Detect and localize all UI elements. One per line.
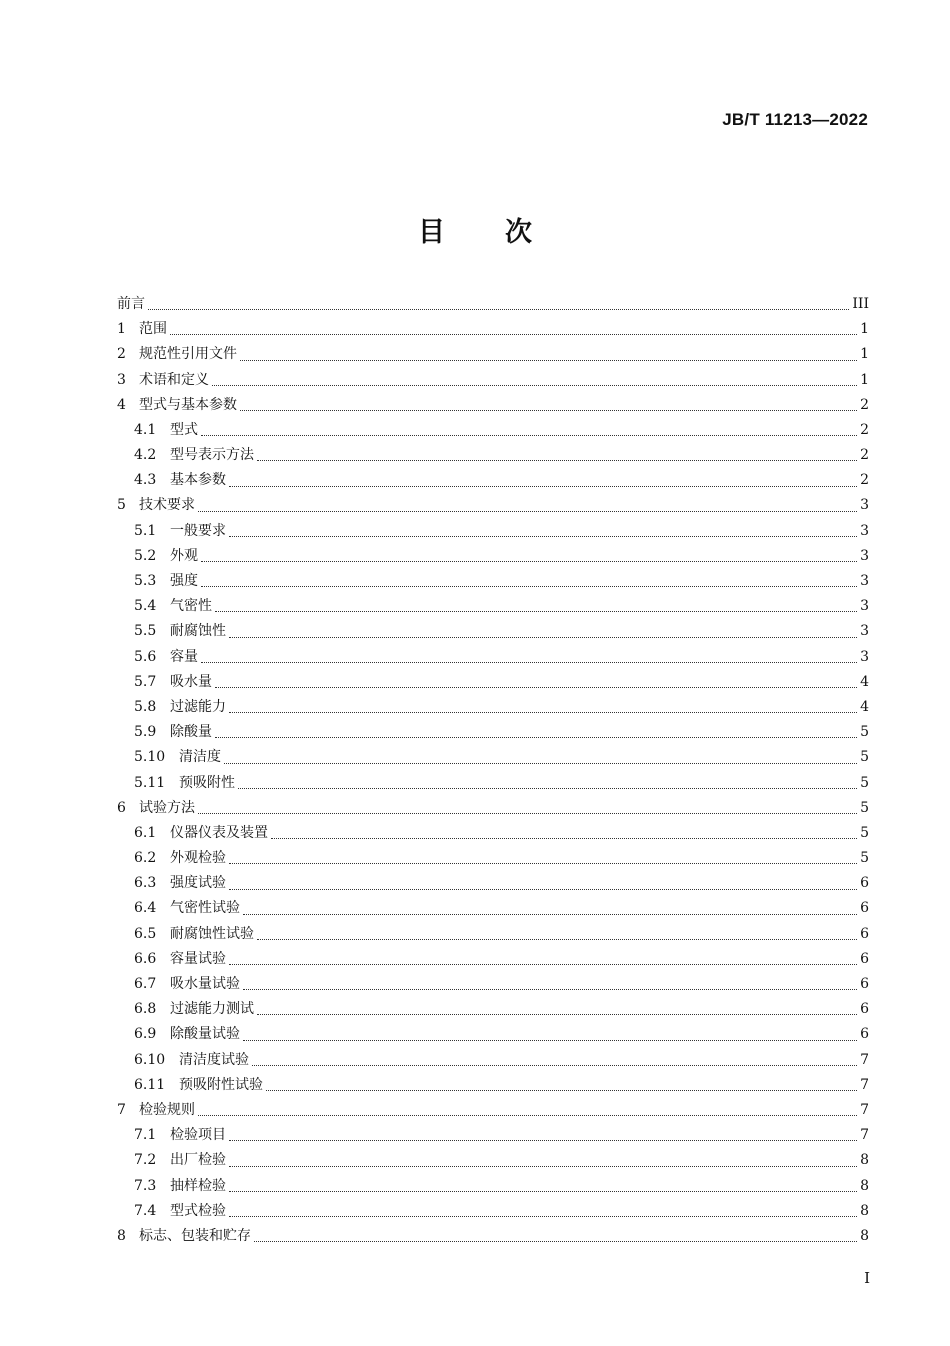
toc-entry-page: 4 bbox=[860, 673, 869, 690]
toc-leader-dots bbox=[243, 988, 857, 990]
toc-entry-number: 6.1 bbox=[134, 824, 157, 841]
toc-leader-dots bbox=[229, 535, 857, 537]
toc-entry-title: 规范性引用文件 bbox=[139, 346, 237, 363]
toc-entry-page: 5 bbox=[860, 850, 869, 867]
toc-entry-title: 出厂检验 bbox=[170, 1152, 226, 1169]
toc-entry[interactable] bbox=[117, 1123, 869, 1148]
toc-entry-page: 1 bbox=[860, 321, 869, 338]
toc-entry[interactable] bbox=[117, 1174, 869, 1199]
toc-leader-dots bbox=[229, 636, 857, 638]
toc-entry-title: 技术要求 bbox=[139, 497, 195, 514]
toc-entry-number: 4.1 bbox=[134, 421, 157, 438]
toc-entry[interactable] bbox=[117, 1048, 869, 1073]
toc-leader-dots bbox=[201, 585, 857, 587]
toc-entry-page: 6 bbox=[860, 976, 869, 993]
toc-entry-title: 过滤能力测试 bbox=[170, 1001, 254, 1018]
toc-entry-page: 7 bbox=[860, 1051, 869, 1068]
toc-entry[interactable] bbox=[117, 645, 869, 670]
toc-entry-title: 吸水量试验 bbox=[170, 976, 240, 993]
page-title-char-2: 次 bbox=[505, 217, 532, 248]
toc-entry-number: 5.2 bbox=[134, 547, 157, 564]
toc-leader-dots bbox=[240, 359, 857, 361]
toc-entry-number: 3 bbox=[117, 371, 126, 388]
toc-entry-page: 8 bbox=[860, 1152, 869, 1169]
toc-leader-dots bbox=[215, 610, 857, 612]
toc-entry[interactable] bbox=[117, 1199, 869, 1224]
toc-leader-dots bbox=[243, 1039, 857, 1041]
toc-entry-number: 5.5 bbox=[134, 623, 157, 640]
toc-leader-dots bbox=[148, 308, 849, 310]
toc-entry-page: 3 bbox=[860, 598, 869, 615]
toc-entry-page: 3 bbox=[860, 522, 869, 539]
toc-entry-title: 外观 bbox=[170, 547, 198, 564]
toc-entry-page: 6 bbox=[860, 900, 869, 917]
toc-entry[interactable] bbox=[117, 1098, 869, 1123]
toc-entry[interactable] bbox=[117, 947, 869, 972]
toc-entry-number: 5.6 bbox=[134, 648, 157, 665]
toc-entry-number: 5.7 bbox=[134, 673, 157, 690]
toc-entry-title: 范围 bbox=[139, 321, 167, 338]
toc-leader-dots bbox=[201, 661, 857, 663]
toc-entry-number: 7.2 bbox=[134, 1152, 157, 1169]
toc-entry-number: 6.9 bbox=[134, 1026, 157, 1043]
toc-leader-dots bbox=[266, 1089, 857, 1091]
toc-entry-title: 检验项目 bbox=[170, 1127, 226, 1144]
toc-entry-title: 前言 bbox=[117, 295, 145, 312]
toc-entry-title: 试验方法 bbox=[139, 799, 195, 816]
toc-leader-dots bbox=[198, 812, 857, 814]
toc-entry-title: 耐腐蚀性试验 bbox=[170, 925, 254, 942]
toc-entry-page: 7 bbox=[860, 1076, 869, 1093]
toc-entry[interactable] bbox=[117, 796, 869, 821]
toc-leader-dots bbox=[229, 1190, 857, 1192]
toc-entry[interactable] bbox=[117, 569, 869, 594]
toc-entry-page: 4 bbox=[860, 698, 869, 715]
toc-entry-title: 吸水量 bbox=[170, 673, 212, 690]
toc-entry-title: 抽样检验 bbox=[170, 1177, 226, 1194]
toc-entry-title: 气密性试验 bbox=[170, 900, 240, 917]
toc-entry-page: 2 bbox=[860, 396, 869, 413]
toc-entry[interactable] bbox=[117, 544, 869, 569]
toc-entry-number: 5.3 bbox=[134, 573, 157, 590]
toc-entry[interactable] bbox=[117, 619, 869, 644]
toc-leader-dots bbox=[229, 1139, 857, 1141]
toc-entry-number: 7.4 bbox=[134, 1202, 157, 1219]
toc-entry-number: 7 bbox=[117, 1101, 126, 1118]
toc-leader-dots bbox=[198, 510, 857, 512]
toc-entry-page: 2 bbox=[860, 472, 869, 489]
toc-entry-title: 型号表示方法 bbox=[170, 447, 254, 464]
toc-entry[interactable] bbox=[117, 897, 869, 922]
toc-entry-title: 检验规则 bbox=[139, 1101, 195, 1118]
toc-entry-number: 4.3 bbox=[134, 472, 157, 489]
toc-entry-page: 2 bbox=[860, 421, 869, 438]
toc-entry[interactable] bbox=[117, 670, 869, 695]
toc-entry[interactable] bbox=[117, 317, 869, 342]
toc-leader-dots bbox=[229, 485, 857, 487]
toc-entry[interactable] bbox=[117, 292, 869, 317]
toc-entry-number: 7.3 bbox=[134, 1177, 157, 1194]
toc-entry[interactable] bbox=[117, 922, 869, 947]
toc-leader-dots bbox=[215, 736, 857, 738]
toc-entry-number: 6.3 bbox=[134, 875, 157, 892]
toc-entry-title: 清洁度 bbox=[179, 749, 221, 766]
toc-entry-number: 4 bbox=[117, 396, 126, 413]
toc-entry-number: 7.1 bbox=[134, 1127, 157, 1144]
toc-entry-page: 8 bbox=[860, 1202, 869, 1219]
toc-entry-title: 容量试验 bbox=[170, 950, 226, 967]
toc-entry-number: 6.7 bbox=[134, 976, 157, 993]
toc-entry[interactable] bbox=[117, 695, 869, 720]
toc-entry-title: 容量 bbox=[170, 648, 198, 665]
standard-code: JB/T 11213—2022 bbox=[722, 110, 868, 129]
page-title-char-1: 目 bbox=[418, 217, 445, 248]
toc-entry-number: 6.2 bbox=[134, 850, 157, 867]
toc-entry[interactable] bbox=[117, 997, 869, 1022]
toc-entry-page: 3 bbox=[860, 648, 869, 665]
toc-entry-number: 1 bbox=[117, 321, 126, 338]
toc-entry-title: 外观检验 bbox=[170, 850, 226, 867]
toc-leader-dots bbox=[229, 862, 857, 864]
toc-entry-title: 清洁度试验 bbox=[179, 1051, 249, 1068]
toc-entry-number: 6.5 bbox=[134, 925, 157, 942]
toc-entry[interactable] bbox=[117, 1073, 869, 1098]
toc-entry-title: 气密性 bbox=[170, 598, 212, 615]
toc-entry-title: 预吸附性试验 bbox=[179, 1076, 263, 1093]
toc-entry-title: 仪器仪表及装置 bbox=[170, 824, 268, 841]
toc-entry[interactable] bbox=[117, 745, 869, 770]
toc-entry-page: 2 bbox=[860, 447, 869, 464]
toc-entry[interactable] bbox=[117, 468, 869, 493]
toc-leader-dots bbox=[229, 1165, 857, 1167]
toc-entry-page: 5 bbox=[860, 824, 869, 841]
toc-entry-number: 2 bbox=[117, 346, 126, 363]
toc-entry-number: 5.11 bbox=[134, 774, 166, 791]
toc-entry[interactable] bbox=[117, 846, 869, 871]
toc-entry-number: 6.6 bbox=[134, 950, 157, 967]
toc-entry[interactable] bbox=[117, 494, 869, 519]
toc-entry[interactable] bbox=[117, 972, 869, 997]
toc-leader-dots bbox=[198, 1114, 857, 1116]
toc-entry-page: 7 bbox=[860, 1127, 869, 1144]
toc-entry[interactable] bbox=[117, 821, 869, 846]
toc-entry-page: 5 bbox=[860, 799, 869, 816]
toc-leader-dots bbox=[212, 384, 857, 386]
toc-entry-page: 6 bbox=[860, 925, 869, 942]
toc-leader-dots bbox=[271, 837, 857, 839]
toc-leader-dots bbox=[215, 686, 857, 688]
toc-entry-page: 3 bbox=[860, 497, 869, 514]
page-title bbox=[0, 210, 950, 249]
toc-leader-dots bbox=[224, 762, 857, 764]
toc-leader-dots bbox=[254, 1240, 857, 1242]
toc-entry-number: 8 bbox=[117, 1227, 126, 1244]
toc-leader-dots bbox=[229, 711, 857, 713]
toc-entry-number: 6.4 bbox=[134, 900, 157, 917]
toc-entry-title: 预吸附性 bbox=[179, 774, 235, 791]
toc-entry-page: 1 bbox=[860, 371, 869, 388]
toc-leader-dots bbox=[229, 888, 857, 890]
toc-leader-dots bbox=[252, 1064, 857, 1066]
toc-entry-title: 过滤能力 bbox=[170, 698, 226, 715]
toc-entry-title: 一般要求 bbox=[170, 522, 226, 539]
toc-entry-title: 除酸量试验 bbox=[170, 1026, 240, 1043]
toc-entry-page: 8 bbox=[860, 1227, 869, 1244]
toc-entry-title: 型式 bbox=[170, 421, 198, 438]
toc-entry-page: 5 bbox=[860, 774, 869, 791]
toc-leader-dots bbox=[229, 963, 857, 965]
toc-entry[interactable] bbox=[117, 418, 869, 443]
toc-entry-title: 除酸量 bbox=[170, 724, 212, 741]
toc-entry[interactable] bbox=[117, 594, 869, 619]
toc-entry-number: 6.8 bbox=[134, 1001, 157, 1018]
toc-leader-dots bbox=[229, 1215, 857, 1217]
toc-entry-page: 5 bbox=[860, 749, 869, 766]
toc-entry[interactable] bbox=[117, 1148, 869, 1173]
page-number: I bbox=[864, 1269, 870, 1287]
toc-entry-title: 型式检验 bbox=[170, 1202, 226, 1219]
toc-entry-page: 6 bbox=[860, 1001, 869, 1018]
toc-entry-page: 6 bbox=[860, 1026, 869, 1043]
toc-entry[interactable] bbox=[117, 393, 869, 418]
toc-entry[interactable] bbox=[117, 1224, 869, 1249]
toc-entry[interactable] bbox=[117, 871, 869, 896]
toc-entry-page: 3 bbox=[860, 573, 869, 590]
table-of-contents bbox=[117, 292, 869, 1249]
toc-entry-page: 6 bbox=[860, 875, 869, 892]
toc-leader-dots bbox=[243, 913, 857, 915]
toc-entry-number: 5.8 bbox=[134, 698, 157, 715]
toc-entry-page: 8 bbox=[860, 1177, 869, 1194]
toc-entry[interactable] bbox=[117, 720, 869, 745]
toc-entry[interactable] bbox=[117, 1022, 869, 1047]
toc-entry[interactable] bbox=[117, 519, 869, 544]
toc-leader-dots bbox=[257, 938, 857, 940]
toc-entry-page: 1 bbox=[860, 346, 869, 363]
toc-entry-number: 5 bbox=[117, 497, 126, 514]
toc-entry-number: 5.9 bbox=[134, 724, 157, 741]
toc-entry[interactable] bbox=[117, 368, 869, 393]
toc-entry-page: 3 bbox=[860, 547, 869, 564]
toc-entry-title: 耐腐蚀性 bbox=[170, 623, 226, 640]
toc-entry-page: 7 bbox=[860, 1101, 869, 1118]
toc-entry-title: 标志、包装和贮存 bbox=[139, 1227, 251, 1244]
toc-entry-title: 术语和定义 bbox=[139, 371, 209, 388]
toc-leader-dots bbox=[257, 459, 857, 461]
toc-entry-number: 5.1 bbox=[134, 522, 157, 539]
toc-entry-page: 3 bbox=[860, 623, 869, 640]
toc-entry[interactable] bbox=[117, 771, 869, 796]
toc-entry-number: 4.2 bbox=[134, 447, 157, 464]
toc-entry-number: 5.4 bbox=[134, 598, 157, 615]
toc-entry-title: 强度 bbox=[170, 573, 198, 590]
toc-entry[interactable] bbox=[117, 342, 869, 367]
toc-leader-dots bbox=[201, 560, 857, 562]
toc-entry-page: III bbox=[852, 295, 869, 312]
toc-entry-page: 6 bbox=[860, 950, 869, 967]
toc-entry-page: 5 bbox=[860, 724, 869, 741]
toc-leader-dots bbox=[201, 434, 857, 436]
toc-entry-title: 基本参数 bbox=[170, 472, 226, 489]
toc-entry-number: 6.10 bbox=[134, 1051, 166, 1068]
toc-leader-dots bbox=[170, 333, 857, 335]
toc-entry-title: 强度试验 bbox=[170, 875, 226, 892]
toc-entry-number: 6 bbox=[117, 799, 126, 816]
toc-leader-dots bbox=[257, 1013, 857, 1015]
toc-leader-dots bbox=[240, 409, 857, 411]
toc-entry-title: 型式与基本参数 bbox=[139, 396, 237, 413]
toc-entry-number: 5.10 bbox=[134, 749, 166, 766]
toc-entry-number: 6.11 bbox=[134, 1076, 166, 1093]
toc-leader-dots bbox=[238, 787, 857, 789]
toc-entry[interactable] bbox=[117, 443, 869, 468]
